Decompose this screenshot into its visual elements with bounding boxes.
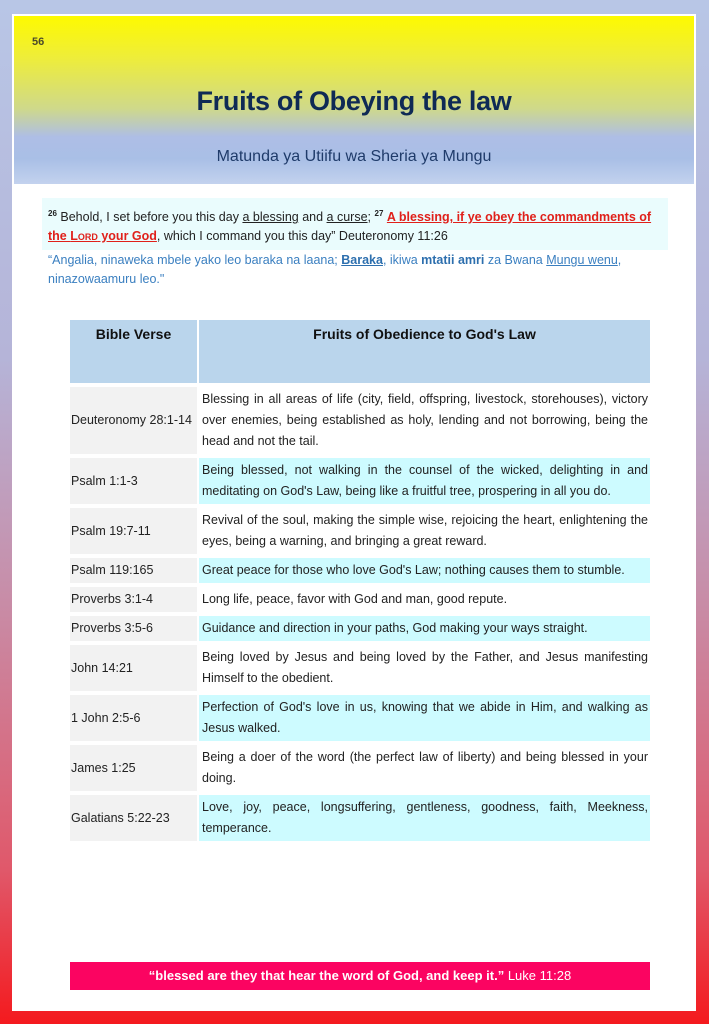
table-row bbox=[70, 558, 650, 583]
verse-reference: John 14:21 bbox=[70, 645, 199, 691]
verse-reference: Galatians 5:22-23 bbox=[70, 795, 199, 841]
swahili-text: “Angalia, ninaweka mbele yako leo baraka na laana; bbox=[48, 253, 342, 267]
verse-reference: 1 John 2:5-6 bbox=[70, 695, 199, 741]
fruit-description: Love, joy, peace, longsuffering, gentleness, goodness, faith, Meekness, temperance. bbox=[199, 795, 650, 841]
verse-reference: Psalm 1:1-3 bbox=[70, 458, 199, 504]
page-title: Fruits of Obeying the law bbox=[196, 86, 512, 116]
fruit-description: Guidance and direction in your paths, God making your ways straight. bbox=[199, 616, 650, 641]
fruit-description: Long life, peace, favor with God and man, good repute. bbox=[202, 592, 508, 606]
header-banner bbox=[14, 16, 694, 184]
table-body bbox=[70, 387, 650, 841]
table-row bbox=[70, 508, 650, 554]
swahili-mungu: Mungu wenu bbox=[546, 253, 618, 267]
fruit-description: Perfection of God's love in us, knowing that we abide in Him, and walking as Jesus walked. bbox=[199, 695, 650, 741]
table-row bbox=[70, 645, 650, 691]
table-header-row bbox=[70, 320, 650, 383]
fruit-description: Being a doer of the word (the perfect law of liberty) and being blessed in your doing. bbox=[202, 750, 648, 785]
verse-text: , which I command you this day” Deuteronomy 11:26 bbox=[156, 229, 448, 243]
fruit-description: Being loved by Jesus and being loved by the Father, and Jesus manifesting Himself to the obedient. bbox=[202, 650, 648, 685]
swahili-text: za Bwana bbox=[484, 253, 547, 267]
verse-text-blessing: a blessing bbox=[242, 210, 299, 224]
verse-highlight-text: your God bbox=[97, 229, 157, 243]
swahili-text: , ikiwa bbox=[382, 253, 422, 267]
table-row bbox=[70, 458, 650, 504]
verse-text: ; bbox=[367, 210, 375, 224]
page-number: 56 bbox=[32, 36, 45, 48]
header-bible-verse: Bible Verse bbox=[70, 320, 199, 383]
table-row bbox=[70, 587, 650, 612]
verse-text: and bbox=[298, 210, 327, 224]
verse-highlight-text: A blessing, if ye obey the commandments of the bbox=[48, 210, 652, 243]
verse-reference: Psalm 119:165 bbox=[70, 558, 199, 583]
fruit-description: Great peace for those who love God's Law; nothing causes them to stumble. bbox=[199, 558, 650, 583]
verse-text-curse: a curse bbox=[326, 210, 368, 224]
table-row bbox=[70, 795, 650, 841]
footer-quote-reference: Luke 11:28 bbox=[504, 968, 572, 983]
header-fruits: Fruits of Obedience to God's Law bbox=[199, 320, 650, 383]
verse-reference: Proverbs 3:1-4 bbox=[70, 587, 199, 612]
fruit-description: Being blessed, not walking in the counsel of the wicked, delighting in and meditating on God's Law, being like a fruitful tree, prospering in all you do. bbox=[199, 458, 650, 504]
swahili-baraka: Baraka bbox=[341, 253, 383, 267]
verse-reference: Proverbs 3:5-6 bbox=[70, 616, 199, 641]
swahili-text: , ninazowaamuru leo." bbox=[48, 253, 622, 286]
fruit-description: Blessing in all areas of life (city, field, offspring, livestock, storehouses), victory over enemies, being established as holy, lending and not borrowing, being the head and not the tail. bbox=[202, 392, 648, 448]
verse-reference: Deuteronomy 28:1-14 bbox=[70, 387, 199, 454]
verse-reference: Psalm 19:7-11 bbox=[70, 508, 199, 554]
table-row bbox=[70, 616, 650, 641]
table-row bbox=[70, 745, 650, 791]
table-row bbox=[70, 695, 650, 741]
table-row bbox=[70, 387, 650, 454]
verse-swahili bbox=[48, 251, 658, 289]
verse-number: 26 bbox=[48, 209, 57, 218]
footer-quote-text: “blessed are they that hear the word of God, and keep it.” bbox=[148, 968, 505, 983]
verse-highlight-lord: Lord bbox=[70, 229, 98, 243]
page bbox=[12, 14, 696, 1011]
fruit-description: Revival of the soul, making the simple wise, rejoicing the heart, enlightening the eyes, being a warning, and bringing a great reward. bbox=[202, 513, 648, 548]
verse-reference: James 1:25 bbox=[70, 745, 199, 791]
fruits-table bbox=[70, 316, 650, 845]
verse-text: Behold, I set before you this day bbox=[56, 210, 243, 224]
footer-quote-bar bbox=[70, 962, 650, 990]
swahili-mtatii: mtatii amri bbox=[421, 253, 485, 267]
page-subtitle: Matunda ya Utiifu wa Sheria ya Mungu bbox=[216, 148, 492, 165]
verse-number: 27 bbox=[374, 209, 384, 218]
verse-english bbox=[42, 198, 668, 250]
